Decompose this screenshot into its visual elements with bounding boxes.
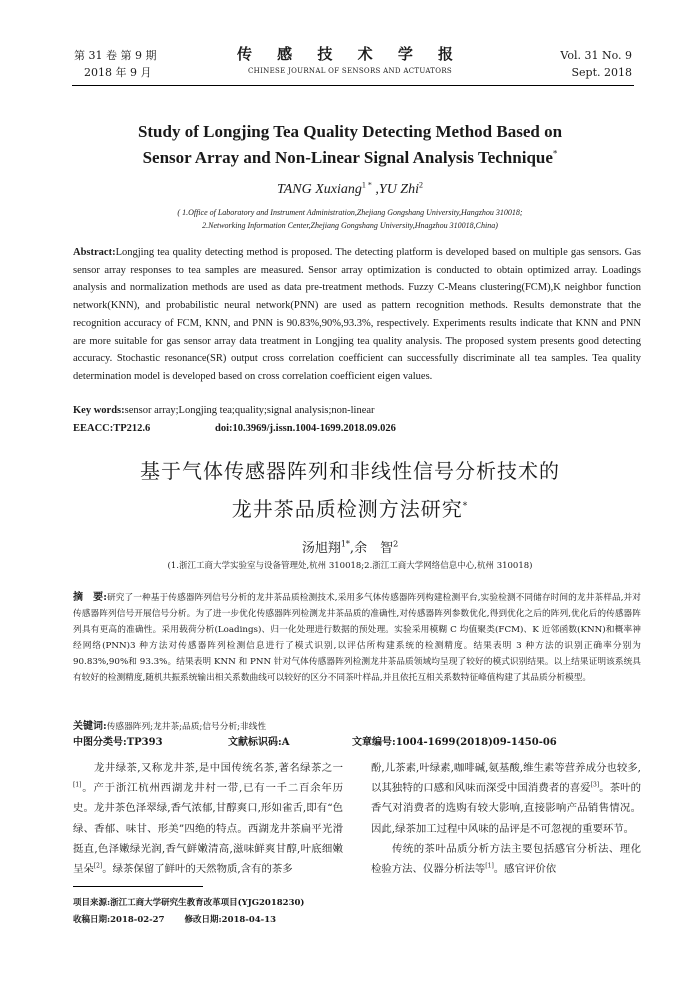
citation-3: [3]: [590, 781, 600, 789]
dates: [73, 912, 304, 929]
body-right-a: 酚,儿茶素,叶绿素,咖啡碱,氨基酸,维生素等营养成分也较多,以其独特的口感和风味而深受中国消费者的喜爱: [371, 762, 641, 795]
english-abstract: [73, 244, 641, 386]
journal-name-cn: 传 感 技 术 学 报: [236, 45, 464, 63]
project-source: 项目来源:浙江工商大学研究生教育改革项目(YJG2018230): [73, 898, 305, 908]
received-date: 收稿日期:2018-02-27: [73, 915, 165, 925]
chinese-affiliation: (1.浙江工商大学实验室与设备管理处,杭州 310018;2.浙江工商大学网络信息中心,杭州 310018): [167, 561, 533, 571]
article-number: 文章编号:1004-1699(2018)09-1450-06: [352, 737, 557, 748]
cn-keywords-text: 传感器阵列;龙井茶;品质;信号分析;非线性: [106, 722, 267, 732]
citation-2: [2]: [93, 862, 103, 870]
cn-abstract-text: 研究了一种基于传感器阵列信号分析的龙井茶品质检测技术,采用多气体传感器阵列构建检测平台,实验检测不同储存时间的龙井茶样品,并对传感器阵列信号开展信号分析。为了进一步优化传感器阵列检测龙井茶品质的准确性,对传感器阵列参数优化,得到优化之后的阵列,优化后的传感器阵列具有更高的准确性。采用载荷分析(Loadings)、归一化处理进行数据的预处理。实验采用模糊 C 均值聚类(FCM)、K 近邻函数(KNN)和概率神经网络(PNN)3 种方法对传感器阵列检测信息进行了模式识别,以评估所构建系统的检测精度。结果表明 3 种方法的识别正确率分别为 90.83%,90%和 93.3%。结果表明 KNN 和 PNN 针对气体传感器阵列检测龙井茶品质领域均呈现了较好的模式识别结果。以上结果证明该系统具有较好的检测精度,随机共振系统输出相关系数曲线可以较好的区分不同茶叶样品,并且依托互相关系数特征峰值构建了其品质分析模型。: [73, 593, 641, 684]
chinese-keywords: [73, 717, 266, 732]
chinese-title-line2-text: 龙井茶品质检测方法研究: [231, 497, 463, 521]
date-en: Sept. 2018: [571, 66, 632, 79]
body-left-b: 。产于浙江杭州西湖龙井村一带,已有一千二百余年历史。龙井茶色泽翠绿,香气浓郁,甘醇爽口,形如雀舌,即有“色绿、香郁、味甘、形美”四绝的特点。西湖龙井茶扁平光滑挺直,色泽嫩绿光润,香气鲜嫩清高,滋味鲜爽甘醇,叶底细嫩呈朵: [73, 782, 343, 876]
chinese-abstract: [73, 590, 641, 687]
body-column-left: [73, 758, 343, 879]
affiliation-2: 2.Networking Information Center,Zhejiang Gongshang University,Hnagzhou 310018,China): [202, 221, 498, 230]
body-column-right: [371, 758, 641, 879]
english-keywords: [73, 405, 641, 416]
author1-en: TANG Xuxiang: [277, 182, 362, 197]
footnote: [73, 895, 304, 929]
volume-en: Vol. 31 No. 9: [560, 49, 632, 62]
citation-1: [1]: [73, 781, 82, 789]
chinese-authors: [150, 537, 550, 556]
cn-title-footnote-mark: *: [462, 501, 469, 512]
title-footnote-mark: *: [552, 148, 558, 159]
author2-cn: 余 智: [354, 541, 394, 556]
abstract-label: Abstract:: [73, 247, 116, 258]
body-left-a: 龙井绿茶,又称龙井茶,是中国传统名茶,著名绿茶之一: [94, 762, 343, 774]
english-title-line2-text: Sensor Array and Non-Linear Signal Analysis Technique: [142, 148, 553, 167]
chinese-title-line2: [80, 490, 620, 528]
body-left-c: 。绿茶保留了鲜叶的天然物质,含有的茶多: [102, 863, 293, 876]
keywords-text: sensor array;Longjing tea;quality;signal analysis;non-linear: [124, 405, 375, 416]
author-cn-separator: ,: [349, 541, 355, 556]
english-title: [100, 119, 600, 171]
journal-header: [200, 44, 500, 75]
revised-date: 修改日期:2018-04-13: [184, 915, 277, 925]
date-cn: 2018 年 9 月: [84, 66, 152, 79]
english-title-line1: Study of Longjing Tea Quality Detecting Method Based on: [137, 122, 563, 141]
header-rule: [72, 85, 634, 86]
footnote-rule: [73, 886, 203, 887]
author2-en: YU Zhi: [378, 182, 419, 197]
author1-mark: 1 *: [361, 180, 372, 190]
eeacc-code: EEACC:TP212.6: [73, 423, 151, 434]
chinese-title-line1: 基于气体传感器阵列和非线性信号分析技术的: [140, 459, 560, 483]
author1-cn-mark: 1*: [340, 539, 350, 549]
doi: doi:10.3969/j.issn.1004-1699.2018.09.026: [215, 423, 396, 434]
abstract-text: Longjing tea quality detecting method is proposed. The detecting platform is developed based on multiple gas sensors. Gas sensor array responses to tea samples are measured. Sensor array optimization is conducted to obtain optimized array. Loadings analysis and normalization methods are used as data pre-treatment methods. Fuzzy C-Means clustering(FCM),K neighbor function network(KNN), and probabilistic neural network(PNN) are used as pattern recognition methods. Results demonstrate that the recognition accuracy of FCM, KNN, and PNN is 90.83%,90%,93.3%, respectively. Experiments results indicate that KNN and PNN are more suitable for gas sensor array data treatment in Longjing tea quality analysis. The proposed system presents good detecting accuracy. Stochastic resonance(SR) output cross correlation coefficient can successfully discriminate all tea samples. Tea quality determination model is developed based on cross correlation coefficient eigen values.: [73, 247, 641, 382]
classification-number: 中图分类号:TP393: [73, 737, 163, 748]
volume-cn: 第 31 卷 第 9 期: [74, 49, 157, 62]
keywords-label: Key words:: [73, 405, 125, 416]
chinese-title: [80, 452, 620, 528]
author2-mark: 2: [418, 180, 423, 190]
header-right: [560, 47, 632, 81]
citation-4: [1]: [485, 862, 494, 870]
body-right-d: 。感官评价依: [493, 863, 557, 876]
author2-cn-mark: 2: [393, 539, 399, 549]
affiliation-1: ( 1.Office of Laboratory and Instrument Administration,Zhejiang Gongshang University,Hangzhou 310018;: [177, 208, 523, 217]
author1-cn: 汤旭翔: [301, 541, 341, 556]
cn-keywords-label: 关键词:: [73, 721, 107, 732]
header-left: [74, 47, 156, 81]
document-code: 文献标识码:A: [228, 737, 290, 748]
body-right-b: 。茶叶的香气对消费者的选购有较大影响,直接影响产品销售情况。因此,绿茶加工过程中风味的品评是不可忽视的重要环节。: [371, 782, 642, 835]
author-separator: ,: [371, 182, 379, 197]
english-authors: [100, 182, 600, 198]
journal-name-en: CHINESE JOURNAL OF SENSORS AND ACTUATORS: [248, 67, 452, 75]
body-right-c: 传统的茶叶品质分析方法主要包括感官分析法、理化检验方法、仪器分析法等: [371, 842, 641, 876]
english-affiliations: [90, 206, 610, 232]
cn-abstract-label: 摘 要:: [73, 592, 107, 603]
english-title-line2: [100, 145, 600, 171]
